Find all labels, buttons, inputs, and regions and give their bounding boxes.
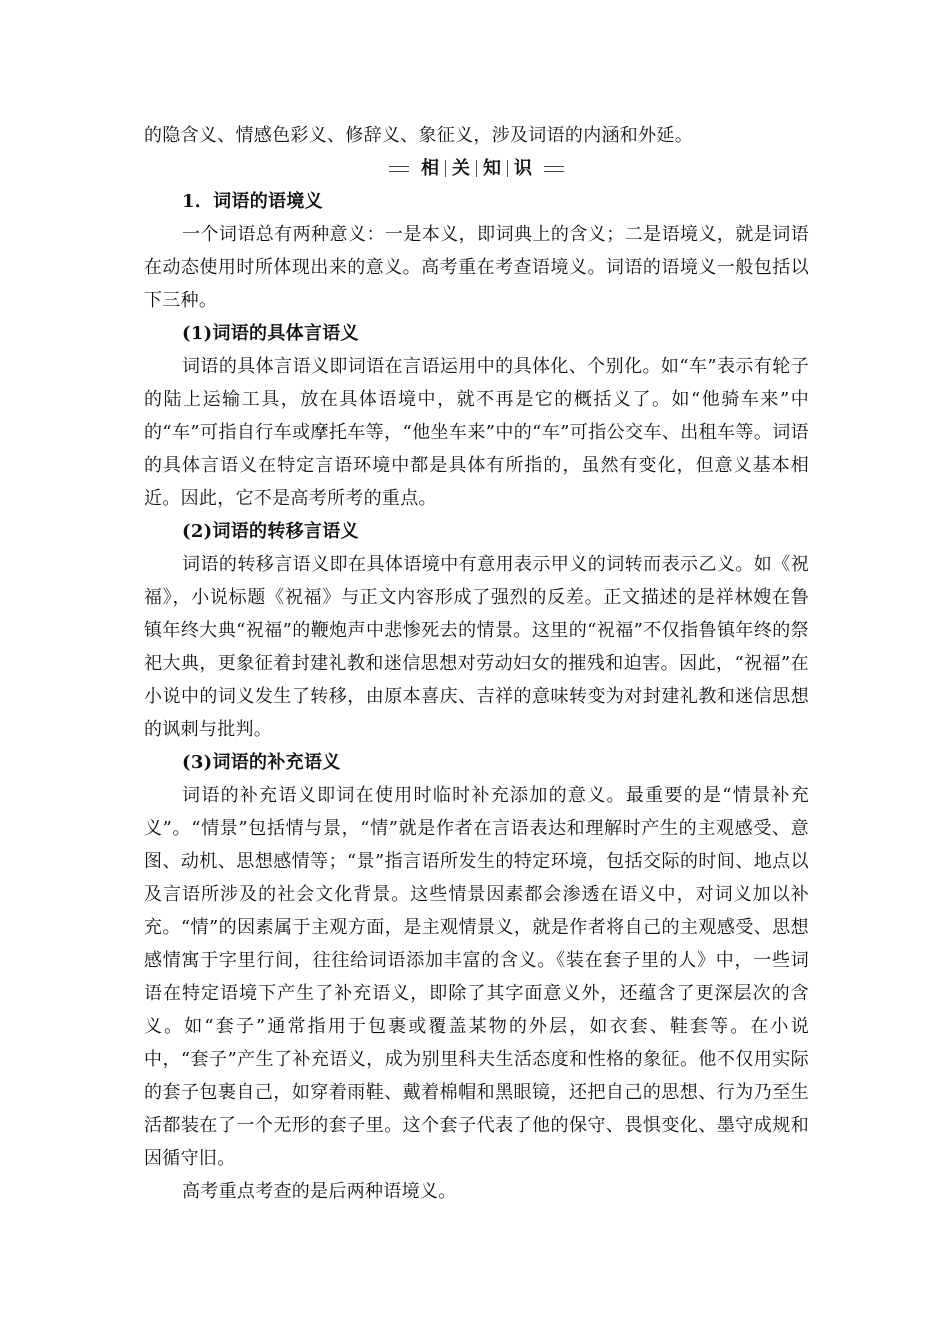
heading-specific-meaning: (1)词语的具体言语义 (182, 323, 359, 344)
paragraph-conclusion: 高考重点考查的是后两种语境义。 (182, 1181, 457, 1202)
heading-context-meaning: 1．词语的语境义 (182, 191, 323, 212)
heading-transferred-meaning: (2)词语的转移言语义 (182, 521, 359, 542)
document-body (144, 119, 809, 1208)
section-title-char: 关 (452, 158, 470, 179)
section-title-char: 识 (514, 158, 532, 179)
section-title-char: 知 (483, 158, 501, 179)
paragraph-transferred-meaning: 词语的转移言语义即在具体语境中有意用表示甲义的词转而表示乙义。如《祝福》，小说标题《祝福》与正文内容形成了强烈的反差。正文描述的是祥林嫂在鲁镇年终大典“祝福”的鞭炮声中悲惨死去的情景。这里的“祝福”不仅指鲁镇年终的祭祀大典，更象征着封建礼教和迷信思想对劳动妇女的摧残和迫害。因此，“祝福”在小说中的词义发生了转移，由原本喜庆、吉祥的意味转变为对封建礼教和迷信思想的讽刺与批判。 (144, 554, 809, 740)
section-title-text (415, 152, 538, 185)
section-title-related-knowledge (144, 152, 809, 185)
double-line-right-icon (544, 162, 564, 176)
heading-supplementary-meaning: (3)词语的补充语义 (182, 752, 341, 773)
section-title-char: 相 (421, 158, 439, 179)
paragraph-intro: 一个词语总有两种意义：一是本义，即词典上的含义；二是语境义，就是词语在动态使用时所体现出来的意义。高考重在考查语境义。词语的语境义一般包括以下三种。 (144, 224, 809, 311)
paragraph-supplementary-meaning: 词语的补充语义即词在使用时临时补充添加的意义。最重要的是“情景补充义”。“情景”包括情与景，“情”就是作者在言语表达和理解时产生的主观感受、意图、动机、思想感情等；“景”指言语所发生的特定环境，包括交际的时间、地点以及言语所涉及的社会文化背景。这些情景因素都会渗透在语义中，对词义加以补充。“情”的因素属于主观方面，是主观情景义，就是作者将自己的主观感受、思想感情寓于字里行间，往往给词语添加丰富的含义。《装在套子里的人》中，一些词语在特定语境下产生了补充语义，即除了其字面意义外，还蕴含了更深层次的含义。如“套子”通常指用于包裹或覆盖某物的外层，如衣套、鞋套等。在小说中，“套子”产生了补充语义，成为别里科夫生活态度和性格的象征。他不仅用实际的套子包裹自己，如穿着雨鞋、戴着棉帽和黑眼镜，还把自己的思想、行为乃至生活都装在了一个无形的套子里。这个套子代表了他的保守、畏惧变化、墨守成规和因循守旧。 (144, 785, 809, 1169)
continued-paragraph: 的隐含义、情感色彩义、修辞义、象征义，涉及词语的内涵和外延。 (144, 125, 693, 146)
double-line-left-icon (389, 162, 409, 176)
paragraph-specific-meaning: 词语的具体言语义即词语在言语运用中的具体化、个别化。如“车”表示有轮子的陆上运输工具，放在具体语境中，就不再是它的概括义了。如“他骑车来”中的“车”可指自行车或摩托车等，“他坐车来”中的“车”可指公交车、出租车等。词语的具体言语义在特定言语环境中都是具体有所指的，虽然有变化，但意义基本相近。因此，它不是高考所考的重点。 (144, 356, 809, 509)
